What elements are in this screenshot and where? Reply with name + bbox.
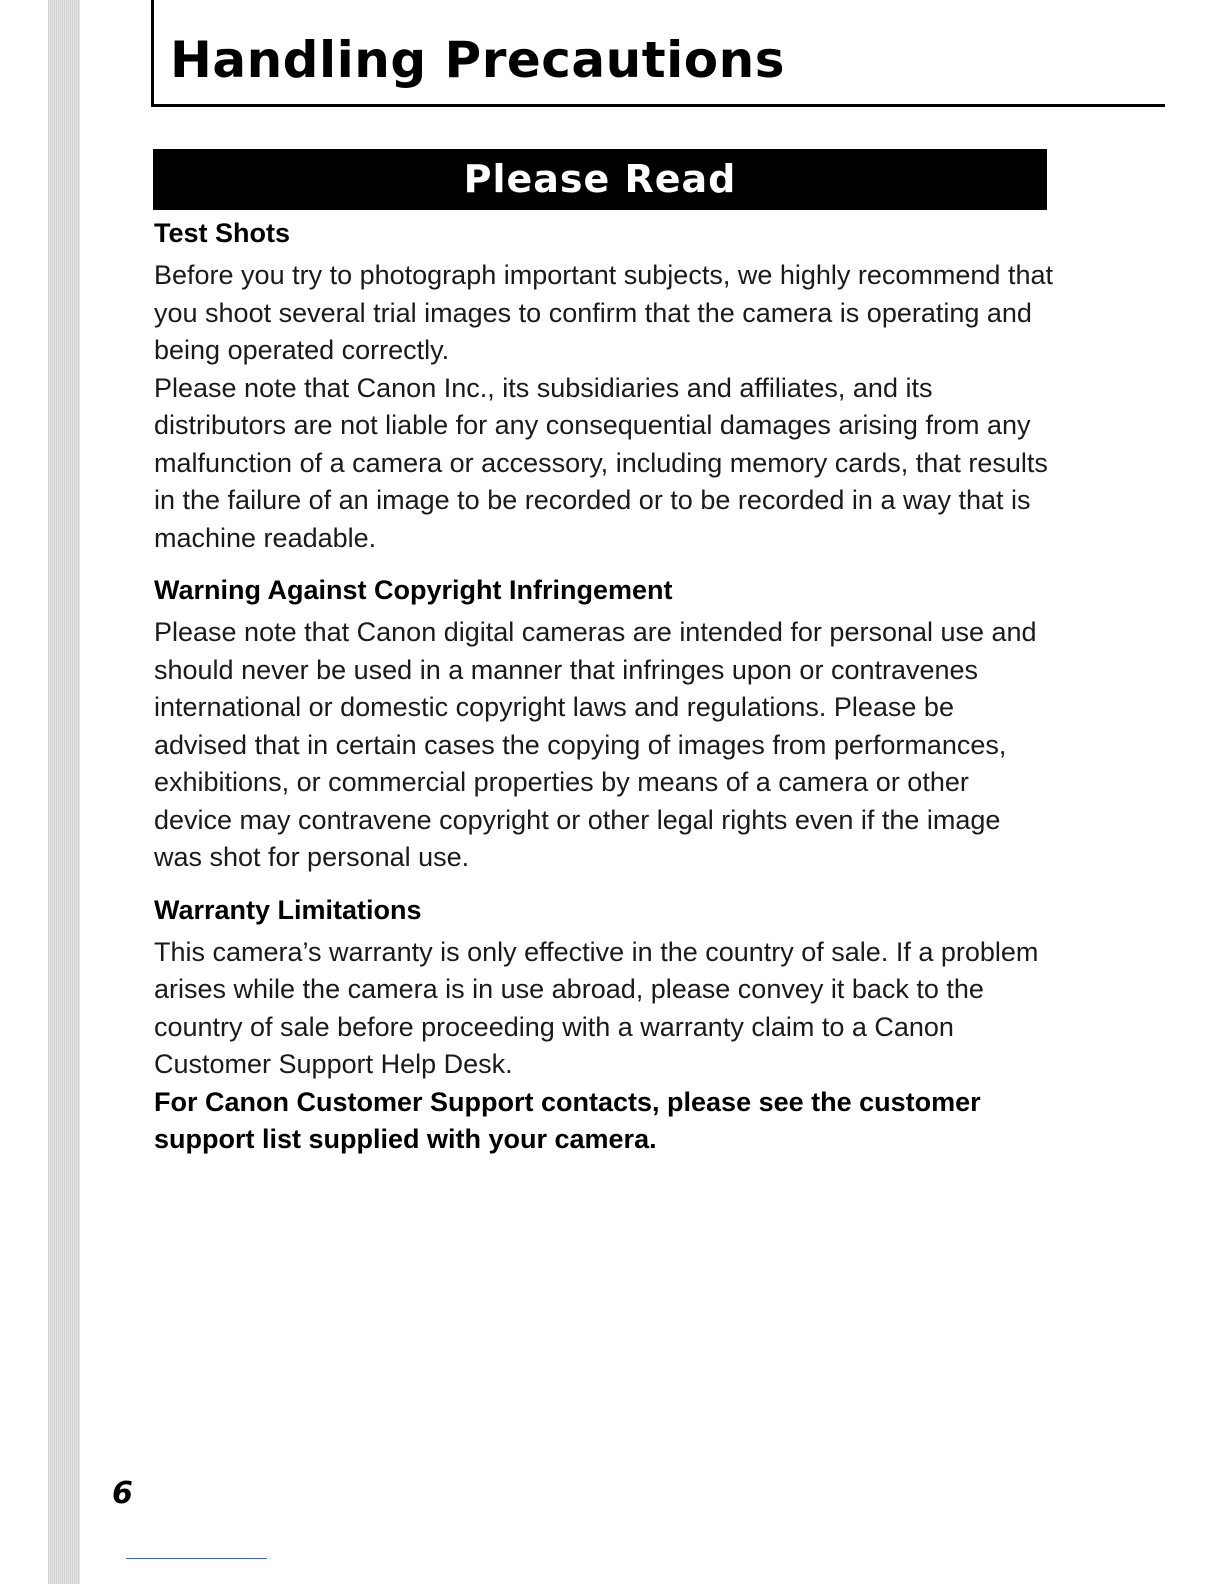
- section-heading: Test Shots: [154, 218, 291, 248]
- section-test-shots: [154, 213, 1054, 557]
- section-warranty-limitations: [154, 890, 1054, 1159]
- paragraph: Please note that Canon digital cameras are intended for personal use and should never be used in a manner that infringes upon or contravenes international or domestic copyright laws and regulations. Please be advised that in certain cases the copying of images from performances, exhibitions, or commercial properties by means of a camera or other device may contravene copyright or other legal rights even if the image was shot for personal use.: [154, 617, 1037, 872]
- banner-text: Please Read: [463, 157, 737, 201]
- paragraph: Please note that Canon Inc., its subsidiaries and affiliates, and its distributors are not liable for any consequential damages arising from any malfunction of a camera or accessory, including memory cards, that results in the failure of an image to be recorded or to be recorded in a way that is machine readable.: [154, 372, 1048, 553]
- title-vertical-rule: [151, 0, 154, 107]
- please-read-banner: [153, 149, 1047, 210]
- paragraph: Before you try to photograph important subjects, we highly recommend that you shoot several trial images to confirm that the camera is operating and being operated correctly.: [154, 260, 1053, 365]
- title-horizontal-rule: [151, 104, 1165, 107]
- side-strip: [48, 0, 80, 1584]
- paragraph: This camera’s warranty is only effective in the country of sale. If a problem arises while the camera is in use abroad, please convey it back to the country of sale before proceeding with a warranty claim to a Canon Customer Support Help Desk.: [154, 936, 1039, 1079]
- support-contact-note: For Canon Customer Support contacts, please see the customer support list supplied with your camera.: [154, 1086, 981, 1154]
- section-heading: Warning Against Copyright Infringement: [154, 575, 673, 605]
- page-number: 6: [112, 1476, 133, 1511]
- main-content: [154, 213, 1054, 1159]
- bottom-rule: [126, 1558, 267, 1559]
- section-heading: Warranty Limitations: [154, 894, 422, 925]
- page-title: Handling Precautions: [170, 31, 785, 89]
- section-copyright-warning: [154, 570, 1054, 877]
